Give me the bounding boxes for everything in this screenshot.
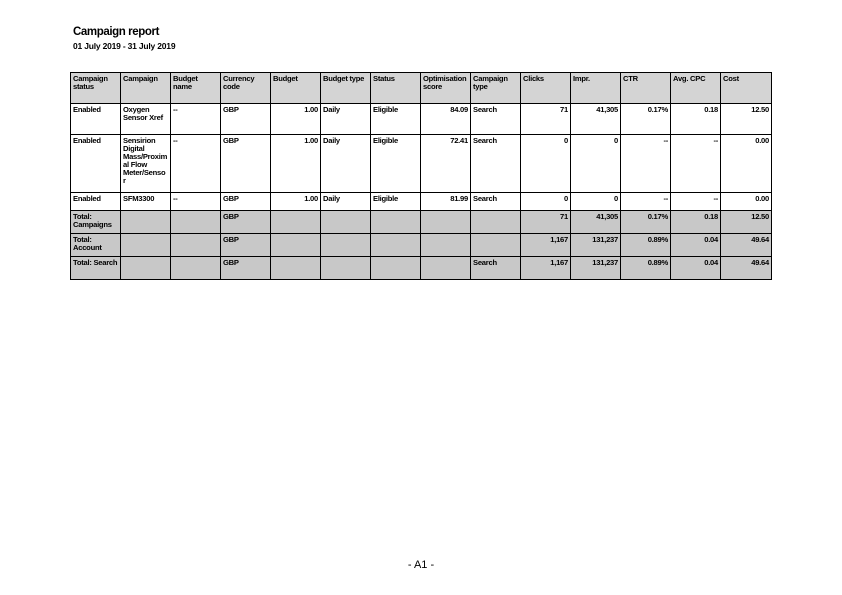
cell-impressions: 131,237 (571, 257, 621, 280)
cell-impressions: 131,237 (571, 234, 621, 257)
cell-avg-cpc: 0.04 (671, 234, 721, 257)
cell-campaign: SFM3300 (121, 193, 171, 211)
cell-cost: 0.00 (721, 135, 772, 193)
cell-cost: 12.50 (721, 211, 772, 234)
cell-empty (371, 257, 421, 280)
cell-total-label: Total: Account (71, 234, 121, 257)
cell-currency-code: GBP (221, 104, 271, 135)
cell-impressions: 41,305 (571, 211, 621, 234)
cell-clicks: 0 (521, 135, 571, 193)
cell-budget-name: -- (171, 104, 221, 135)
cell-ctr: -- (621, 193, 671, 211)
cell-ctr: 0.17% (621, 104, 671, 135)
cell-empty (421, 234, 471, 257)
cell-empty (121, 257, 171, 280)
cell-campaign: Sensirion Digital Mass/Proximal Flow Meter/Sensor (121, 135, 171, 193)
cell-clicks: 1,167 (521, 257, 571, 280)
cell-cost: 49.64 (721, 234, 772, 257)
cell-empty (421, 257, 471, 280)
cell-cost: 49.64 (721, 257, 772, 280)
cell-campaign-status: Enabled (71, 193, 121, 211)
cell-cost: 12.50 (721, 104, 772, 135)
cell-ctr: -- (621, 135, 671, 193)
cell-avg-cpc: -- (671, 135, 721, 193)
cell-empty (321, 257, 371, 280)
cell-ctr: 0.17% (621, 211, 671, 234)
total-row-account (71, 234, 772, 257)
cell-empty (171, 234, 221, 257)
cell-clicks: 1,167 (521, 234, 571, 257)
cell-cost: 0.00 (721, 193, 772, 211)
header-campaign-type: Campaign type (471, 73, 521, 104)
table-row (71, 193, 772, 211)
cell-campaign-type: Search (471, 135, 521, 193)
cell-empty (271, 211, 321, 234)
table-header-row (71, 73, 772, 104)
cell-optimisation-score: 81.99 (421, 193, 471, 211)
header-budget: Budget (271, 73, 321, 104)
header-budget-name: Budget name (171, 73, 221, 104)
cell-clicks: 71 (521, 104, 571, 135)
cell-optimisation-score: 72.41 (421, 135, 471, 193)
header-impressions: Impr. (571, 73, 621, 104)
cell-status: Eligible (371, 135, 421, 193)
cell-currency-code: GBP (221, 257, 271, 280)
cell-empty (271, 257, 321, 280)
cell-empty (171, 211, 221, 234)
cell-empty (121, 211, 171, 234)
cell-budget-type: Daily (321, 104, 371, 135)
header-cost: Cost (721, 73, 772, 104)
cell-budget-type: Daily (321, 135, 371, 193)
cell-ctr: 0.89% (621, 234, 671, 257)
cell-empty (371, 211, 421, 234)
cell-total-label: Total: Search (71, 257, 121, 280)
cell-currency-code: GBP (221, 211, 271, 234)
cell-budget-name: -- (171, 135, 221, 193)
cell-avg-cpc: -- (671, 193, 721, 211)
cell-ctr: 0.89% (621, 257, 671, 280)
cell-campaign-status: Enabled (71, 104, 121, 135)
header-campaign: Campaign (121, 73, 171, 104)
report-title: Campaign report (73, 26, 160, 38)
cell-budget: 1.00 (271, 193, 321, 211)
header-budget-type: Budget type (321, 73, 371, 104)
total-row-campaigns (71, 211, 772, 234)
cell-currency-code: GBP (221, 135, 271, 193)
cell-currency-code: GBP (221, 193, 271, 211)
cell-status: Eligible (371, 104, 421, 135)
campaign-table (70, 72, 772, 280)
cell-campaign-type: Search (471, 193, 521, 211)
cell-budget-name: -- (171, 193, 221, 211)
cell-clicks: 71 (521, 211, 571, 234)
cell-campaign-type (471, 211, 521, 234)
cell-budget-type: Daily (321, 193, 371, 211)
header-clicks: Clicks (521, 73, 571, 104)
cell-empty (321, 211, 371, 234)
cell-campaign-type (471, 234, 521, 257)
cell-campaign: Oxygen Sensor Xref (121, 104, 171, 135)
table-row (71, 104, 772, 135)
cell-avg-cpc: 0.18 (671, 211, 721, 234)
cell-avg-cpc: 0.18 (671, 104, 721, 135)
cell-impressions: 0 (571, 135, 621, 193)
cell-budget: 1.00 (271, 135, 321, 193)
cell-clicks: 0 (521, 193, 571, 211)
cell-empty (371, 234, 421, 257)
header-status: Status (371, 73, 421, 104)
cell-impressions: 0 (571, 193, 621, 211)
table-row (71, 135, 772, 193)
header-currency-code: Currency code (221, 73, 271, 104)
cell-currency-code: GBP (221, 234, 271, 257)
cell-optimisation-score: 84.09 (421, 104, 471, 135)
cell-campaign-type: Search (471, 104, 521, 135)
cell-budget: 1.00 (271, 104, 321, 135)
cell-empty (321, 234, 371, 257)
cell-avg-cpc: 0.04 (671, 257, 721, 280)
cell-status: Eligible (371, 193, 421, 211)
header-ctr: CTR (621, 73, 671, 104)
cell-empty (271, 234, 321, 257)
page-number: - A1 - (407, 559, 435, 571)
report-date-range: 01 July 2019 - 31 July 2019 (73, 41, 176, 51)
cell-total-label: Total: Campaigns (71, 211, 121, 234)
total-row-search (71, 257, 772, 280)
cell-empty (421, 211, 471, 234)
header-avg-cpc: Avg. CPC (671, 73, 721, 104)
cell-impressions: 41,305 (571, 104, 621, 135)
cell-campaign-status: Enabled (71, 135, 121, 193)
cell-empty (121, 234, 171, 257)
header-optimisation-score: Optimisation score (421, 73, 471, 104)
cell-campaign-type: Search (471, 257, 521, 280)
cell-empty (171, 257, 221, 280)
header-campaign-status: Campaign status (71, 73, 121, 104)
